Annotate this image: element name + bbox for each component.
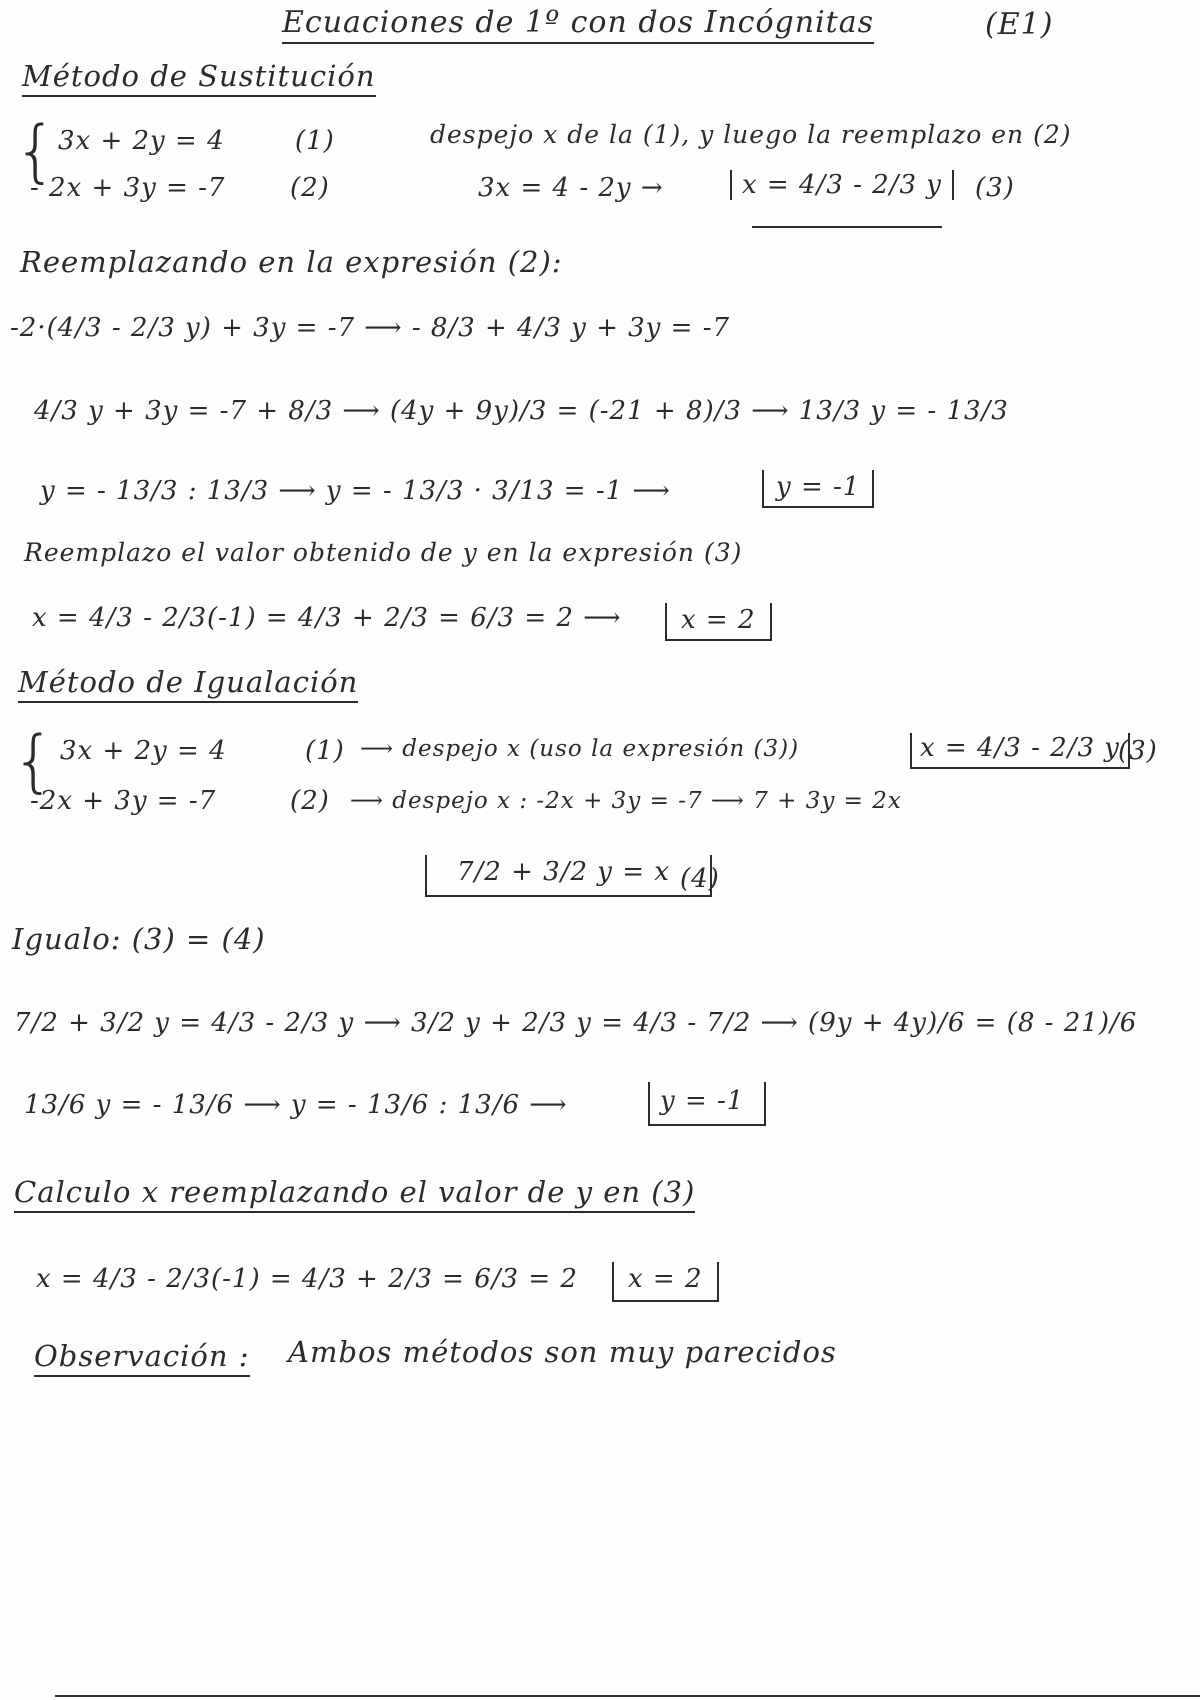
igual-equation-1-boxed-number: (3): [1118, 736, 1158, 766]
sust-equation-2-number: (2): [290, 173, 330, 203]
sust-despeje-underline: [752, 226, 942, 228]
igual-equation-2: -2x + 3y = -7: [30, 786, 217, 816]
sust-despeje-number: (3): [975, 173, 1015, 203]
igual-equation-1-number: (1): [305, 736, 345, 766]
observacion-text: Ambos métodos son muy parecidos: [288, 1335, 837, 1369]
page-code: (E1): [985, 7, 1054, 42]
page-bottom-rule: [55, 1695, 1200, 1697]
igual-result-y: y = -1: [648, 1082, 766, 1126]
igual-despeje-number: (4): [680, 864, 720, 894]
igual-equation-2-note: ⟶ despejo x : -2x + 3y = -7 ⟶ 7 + 3y = 2x: [350, 788, 902, 814]
sust-step-2: 4/3 y + 3y = -7 + 8/3 ⟶ (4y + 9y)/3 = (-21 + 8)/3 ⟶ 13/3 y = - 13/3: [34, 396, 1009, 426]
sust-instruction: despejo x de la (1), y luego la reemplazo en (2): [430, 120, 1072, 149]
sust-result-y: y = -1: [762, 470, 874, 508]
sust-despeje-boxed: x = 4/3 - 2/3 y: [730, 170, 954, 200]
igual-equation-2-number: (2): [290, 786, 330, 816]
igual-step-3: x = 4/3 - 2/3(-1) = 4/3 + 2/3 = 6/3 = 2: [36, 1264, 578, 1294]
sust-step-1: -2·(4/3 - 2/3 y) + 3y = -7 ⟶ - 8/3 + 4/3 y + 3y = -7: [10, 313, 731, 343]
sust-despeje: 3x = 4 - 2y →: [478, 173, 664, 203]
sust-equation-2: - 2x + 3y = -7: [30, 173, 226, 203]
igual-result-x: x = 2: [612, 1262, 719, 1302]
sust-equation-1: 3x + 2y = 4: [58, 126, 225, 156]
sust-equation-1-number: (1): [295, 126, 335, 156]
igual-equation-1-note: ⟶ despejo x (uso la expresión (3)): [360, 736, 800, 762]
igual-step-2: 13/6 y = - 13/6 ⟶ y = - 13/6 : 13/6 ⟶: [24, 1090, 568, 1120]
heading-igualacion: Método de Igualación: [18, 668, 358, 703]
igual-igualo-heading: Igualo: (3) = (4): [12, 922, 266, 956]
igual-despeje-boxed: 7/2 + 3/2 y = x: [425, 855, 712, 897]
igual-equation-1-boxed: x = 4/3 - 2/3 y: [910, 733, 1130, 769]
igual-equation-1: 3x + 2y = 4: [60, 736, 227, 766]
system-brace-2: {: [12, 722, 56, 801]
sust-reemplazo-y-text: Reemplazo el valor obtenido de y en la expresión (3): [24, 538, 743, 567]
system-brace: {: [14, 112, 58, 191]
igual-calculo-heading: Calculo x reemplazando el valor de y en (3): [14, 1178, 695, 1213]
sust-step-3: y = - 13/3 : 13/3 ⟶ y = - 13/3 · 3/13 = -1 ⟶: [40, 476, 671, 506]
sust-step-4: x = 4/3 - 2/3(-1) = 4/3 + 2/3 = 6/3 = 2 ⟶: [32, 603, 622, 633]
igual-step-1: 7/2 + 3/2 y = 4/3 - 2/3 y ⟶ 3/2 y + 2/3 y = 4/3 - 7/2 ⟶ (9y + 4y)/6 = (8 - 21)/6: [14, 1008, 1138, 1038]
sust-result-x: x = 2: [665, 603, 772, 641]
heading-sustitucion: Método de Sustitución: [22, 62, 376, 97]
page-title: Ecuaciones de 1º con dos Incógnitas: [282, 8, 874, 44]
sust-reemplazo-heading: Reemplazando en la expresión (2):: [20, 245, 563, 279]
observacion-label: Observación :: [34, 1342, 250, 1377]
